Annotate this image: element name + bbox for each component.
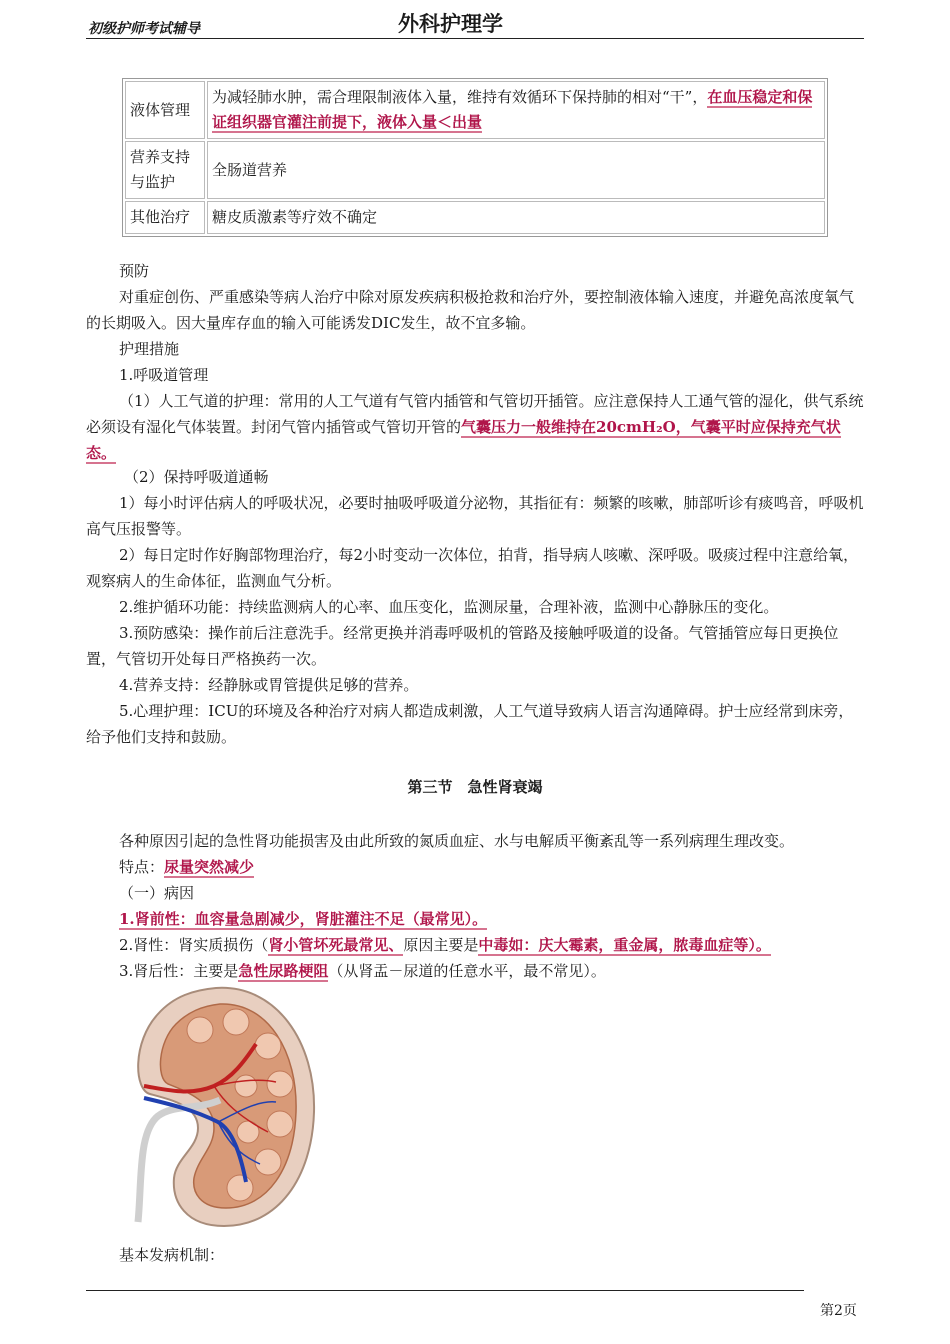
section-intro: 各种原因引起的急性肾功能损害及由此所致的氮质血症、水与电解质平衡紊乱等一系列病理生理改变。 <box>119 832 795 850</box>
table-label: 营养支持与监护 <box>125 141 205 199</box>
cause-title: （一）病因 <box>119 884 195 902</box>
table-value: 全肠道营养 <box>207 141 825 199</box>
circulation-item: 2.维护循环功能：持续监测病人的心率、血压变化，监测尿量，合理补液，监测中心静脉压的变化。 <box>119 598 779 616</box>
footer-divider <box>86 1290 804 1291</box>
cause-text: 3.肾后性：主要是 <box>119 962 239 980</box>
psych-item: 5.心理护理：ICU的环境及各种治疗对病人都造成刺激，人工气道导致病人语言沟通障碍。护士应经常到床旁，给予他们支持和鼓励。 <box>86 702 854 746</box>
kidney-illustration <box>128 982 318 1232</box>
cause-3 <box>119 958 899 984</box>
highlight-text: 在血压稳定和保证组织器官灌注前提下，液体入量＜出量 <box>212 88 813 131</box>
cause-1 <box>119 906 899 932</box>
section-title: 第三节 急性肾衰竭 <box>407 778 543 796</box>
cause-text: 原因主要是 <box>403 936 479 954</box>
table-value-text: 为减轻肺水肿，需合理限制液体入量，维持有效循环下保持肺的相对“干”， <box>212 88 708 106</box>
cause-text: （从肾盂－尿道的任意水平，最不常见）。 <box>328 962 606 980</box>
highlight-text: 尿量突然减少 <box>164 858 255 876</box>
feature-label: 特点： <box>119 858 165 876</box>
infection-item: 3.预防感染：操作前后注意洗手。经常更换并消毒呼吸机的管路及接触呼吸道的设备。气管插管应每日更换位置，气管切开处每日严格换药一次。 <box>86 624 839 668</box>
treatment-table <box>122 78 828 237</box>
nursing-title: 护理措施 <box>119 340 180 358</box>
page-header <box>86 8 864 39</box>
table-row <box>125 141 825 199</box>
table-row <box>125 201 825 234</box>
table-value: 糖皮质激素等疗效不确定 <box>207 201 825 234</box>
prevention-title: 预防 <box>119 262 150 280</box>
cause-text: 2.肾性：肾实质损伤（ <box>119 936 269 954</box>
airway-2-title: （2）保持呼吸道通畅 <box>124 468 269 486</box>
table-value <box>207 81 825 139</box>
page-number: 第2页 <box>820 1303 857 1319</box>
airway-2-item-1: 1）每小时评估病人的呼吸状况，必要时抽吸呼吸道分泌物，其指征有：频繁的咳嗽，肺部听诊有痰鸣音，呼吸机高气压报警等。 <box>86 494 864 538</box>
highlight-text: 急性尿路梗阻 <box>238 962 329 980</box>
table-label: 液体管理 <box>125 81 205 139</box>
highlight-text: 气囊压力一般维持在20cmH₂O，气囊平时应保持充气状态。 <box>86 418 841 462</box>
nutrition-item: 4.营养支持：经静脉或胃管提供足够的营养。 <box>119 676 419 694</box>
header-title: 外科护理学 <box>398 12 503 36</box>
cause-2 <box>119 932 899 958</box>
mechanism-label: 基本发病机制： <box>119 1246 225 1264</box>
header-course-label: 初级护师考试辅导 <box>88 21 200 37</box>
airway-2-item-2: 2）每日定时作好胸部物理治疗，每2小时变动一次体位，拍背，指导病人咳嗽、深呼吸。吸痰过程中注意给氧，观察病人的生命体征，监测血气分析。 <box>86 546 859 590</box>
airway-text: （1）人工气道的护理：常用的人工气道有气管内插管和气管切开插管。应注意保持人工通气管的湿化，供气系统必须设有湿化气体装置。封闭气管内插管或气管切开管的 <box>86 392 864 436</box>
highlight-text: 肾小管坏死最常见、 <box>268 936 404 954</box>
highlight-text: 1.肾前性：血容量急剧减少，肾脏灌注不足（最常见）。 <box>119 910 488 928</box>
highlight-text: 中毒如：庆大霉素，重金属，脓毒血症等）。 <box>478 936 771 954</box>
airway-paragraph-1 <box>86 388 866 466</box>
airway-title: 1.呼吸道管理 <box>119 366 209 384</box>
table-label: 其他治疗 <box>125 201 205 234</box>
feature-line <box>119 854 899 880</box>
table-row <box>125 81 825 139</box>
prevention-text: 对重症创伤、严重感染等病人治疗中除对原发疾病积极抢救和治疗外，要控制液体输入速度，并避免高浓度氧气的长期吸入。因大量库存血的输入可能诱发DIC发生，故不宜多输。 <box>86 288 855 332</box>
